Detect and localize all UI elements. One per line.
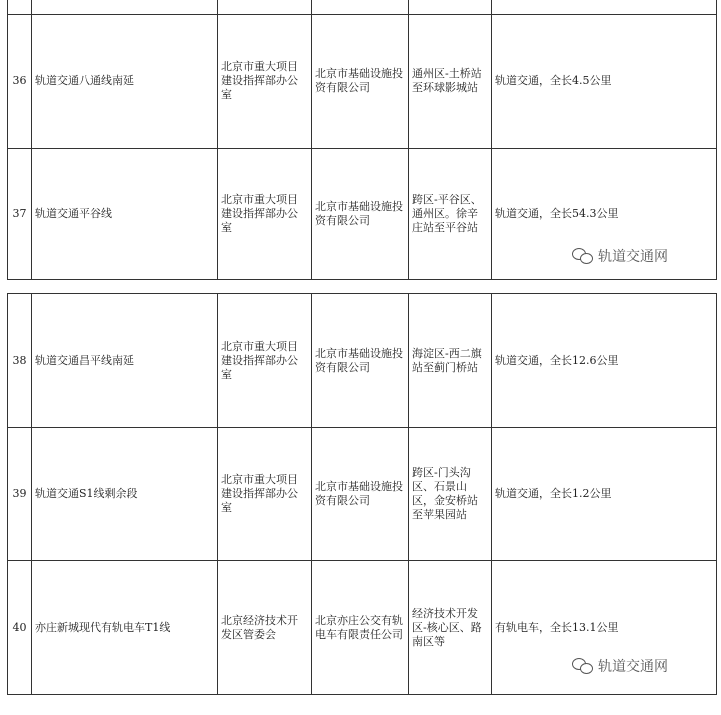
watermark — [572, 246, 668, 266]
responsible-unit: 北京市重大项目建设指挥部办公室 — [218, 14, 312, 148]
construction-scale: 轨道交通，全长12.6公里 — [492, 294, 717, 428]
construction-scale: 轨道交通，全长54.3公里 — [492, 148, 717, 279]
wechat-icon — [572, 248, 594, 264]
row-number: 39 — [8, 428, 32, 561]
investor: 北京市基础设施投资有限公司 — [312, 294, 409, 428]
responsible-unit: 北京市重大项目建设指挥部办公室 — [218, 294, 312, 428]
construction-scale: 轨道交通，全长4.5公里 — [492, 14, 717, 148]
location: 跨区-平谷区、通州区。徐辛庄站至平谷站 — [409, 148, 492, 279]
table-row-cut — [8, 0, 717, 14]
table-row — [8, 14, 717, 148]
location: 海淀区-西二旗站至蓟门桥站 — [409, 294, 492, 428]
project-name: 轨道交通平谷线 — [32, 148, 218, 279]
project-name: 轨道交通S1线剩余段 — [32, 428, 218, 561]
responsible-unit: 北京市重大项目建设指挥部办公室 — [218, 428, 312, 561]
table-row — [8, 294, 717, 428]
table-block-top — [7, 0, 716, 281]
row-number: 37 — [8, 148, 32, 279]
wechat-icon — [572, 658, 594, 674]
row-number: 36 — [8, 14, 32, 148]
project-table-top — [7, 0, 717, 280]
investor: 北京市基础设施投资有限公司 — [312, 148, 409, 279]
table-block-bottom — [7, 293, 716, 715]
construction-scale: 有轨电车，全长13.1公里 — [492, 561, 717, 695]
row-number: 38 — [8, 294, 32, 428]
watermark-text: 轨道交通网 — [598, 659, 668, 675]
project-table-bottom — [7, 293, 717, 695]
watermark-text: 轨道交通网 — [598, 249, 668, 265]
location: 通州区-土桥站至环球影城站 — [409, 14, 492, 148]
location: 经济技术开发区-核心区、路南区等 — [409, 561, 492, 695]
investor: 北京亦庄公交有轨电车有限责任公司 — [312, 561, 409, 695]
project-name: 轨道交通昌平线南延 — [32, 294, 218, 428]
investor: 北京市基础设施投资有限公司 — [312, 14, 409, 148]
row-number: 40 — [8, 561, 32, 695]
table-row — [8, 428, 717, 561]
responsible-unit: 北京市重大项目建设指挥部办公室 — [218, 148, 312, 279]
location: 跨区-门头沟区、石景山区，金安桥站至苹果园站 — [409, 428, 492, 561]
investor: 北京市基础设施投资有限公司 — [312, 428, 409, 561]
responsible-unit: 北京经济技术开发区管委会 — [218, 561, 312, 695]
project-name: 轨道交通八通线南延 — [32, 14, 218, 148]
project-name: 亦庄新城现代有轨电车T1线 — [32, 561, 218, 695]
watermark — [572, 656, 668, 676]
construction-scale: 轨道交通，全长1.2公里 — [492, 428, 717, 561]
